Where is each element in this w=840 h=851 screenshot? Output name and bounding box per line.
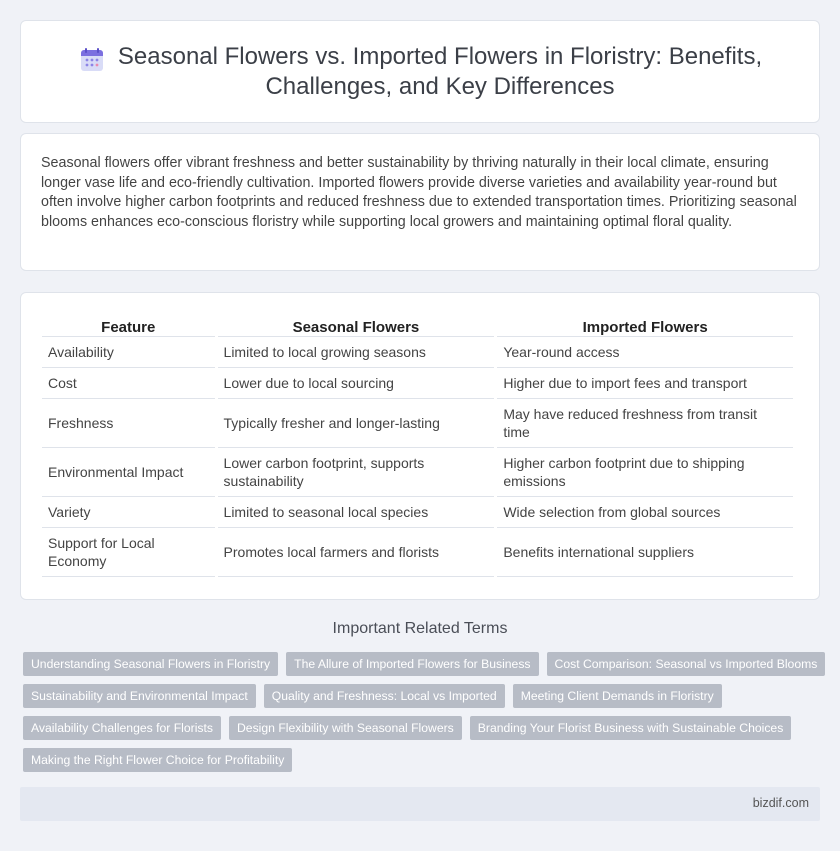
related-term-tag[interactable]: Understanding Seasonal Flowers in Floristry (23, 652, 278, 676)
title-card (20, 20, 820, 123)
cell-seasonal: Limited to local growing seasons (218, 337, 495, 368)
table-row (42, 528, 793, 577)
comparison-table (39, 313, 796, 577)
related-term-tag[interactable]: Branding Your Florist Business with Sustainable Choices (470, 716, 792, 740)
related-term-tag[interactable]: The Allure of Imported Flowers for Business (286, 652, 538, 676)
related-term-tag[interactable]: Meeting Client Demands in Floristry (513, 684, 722, 708)
cell-seasonal: Lower carbon footprint, supports sustainability (218, 448, 495, 497)
table-header-row (42, 313, 793, 337)
header-imported-flowers: Imported Flowers (497, 313, 793, 337)
comparison-table-card (20, 292, 820, 600)
tag-row (23, 652, 823, 676)
table-row (42, 497, 793, 528)
table-row (42, 399, 793, 448)
footer-site-link[interactable]: bizdif.com (752, 796, 809, 810)
cell-imported: Year-round access (497, 337, 793, 368)
table-row (42, 337, 793, 368)
cell-imported: Benefits international suppliers (497, 528, 793, 577)
cell-imported: Higher due to import fees and transport (497, 368, 793, 399)
cell-imported: Higher carbon footprint due to shipping emissions (497, 448, 793, 497)
cell-feature: Freshness (42, 399, 215, 448)
related-term-tag[interactable]: Quality and Freshness: Local vs Imported (264, 684, 505, 708)
related-terms-tags (23, 652, 823, 780)
header-seasonal-flowers: Seasonal Flowers (218, 313, 495, 337)
header-feature: Feature (42, 313, 215, 337)
related-term-tag[interactable]: Availability Challenges for Florists (23, 716, 221, 740)
intro-paragraph: Seasonal flowers offer vibrant freshness and better sustainability by thriving naturally in their local climate, ensuring longer vase life and eco-friendly cultivation. Imported flowers provide diverse varieties and availability year-round but often involve higher carbon footprints and reduced freshness due to extended transportation times. Prioritizing seasonal blooms enhances eco-conscious floristry while supporting local growers and maintaining optimal floral quality. (41, 155, 797, 230)
related-terms-heading: Important Related Terms (332, 620, 508, 637)
related-term-tag[interactable]: Cost Comparison: Seasonal vs Imported Blooms (547, 652, 826, 676)
table-row (42, 368, 793, 399)
cell-imported: May have reduced freshness from transit time (497, 399, 793, 448)
related-term-tag[interactable]: Sustainability and Environmental Impact (23, 684, 256, 708)
cell-seasonal: Lower due to local sourcing (218, 368, 495, 399)
related-term-tag[interactable]: Making the Right Flower Choice for Profitability (23, 748, 292, 772)
tag-row (23, 716, 823, 740)
intro-card (20, 133, 820, 271)
cell-imported: Wide selection from global sources (497, 497, 793, 528)
cell-feature: Variety (42, 497, 215, 528)
tag-row (23, 748, 823, 772)
table-row (42, 448, 793, 497)
cell-feature: Availability (42, 337, 215, 368)
footer (20, 787, 820, 821)
cell-feature: Support for Local Economy (42, 528, 215, 577)
cell-seasonal: Limited to seasonal local species (218, 497, 495, 528)
cell-seasonal: Typically fresher and longer-lasting (218, 399, 495, 448)
page-title: Seasonal Flowers vs. Imported Flowers in Floristry: Benefits, Challenges, and Key Differences (117, 42, 763, 100)
cell-feature: Cost (42, 368, 215, 399)
cell-feature: Environmental Impact (42, 448, 215, 497)
cell-seasonal: Promotes local farmers and florists (218, 528, 495, 577)
tag-row (23, 684, 823, 708)
related-term-tag[interactable]: Design Flexibility with Seasonal Flowers (229, 716, 462, 740)
